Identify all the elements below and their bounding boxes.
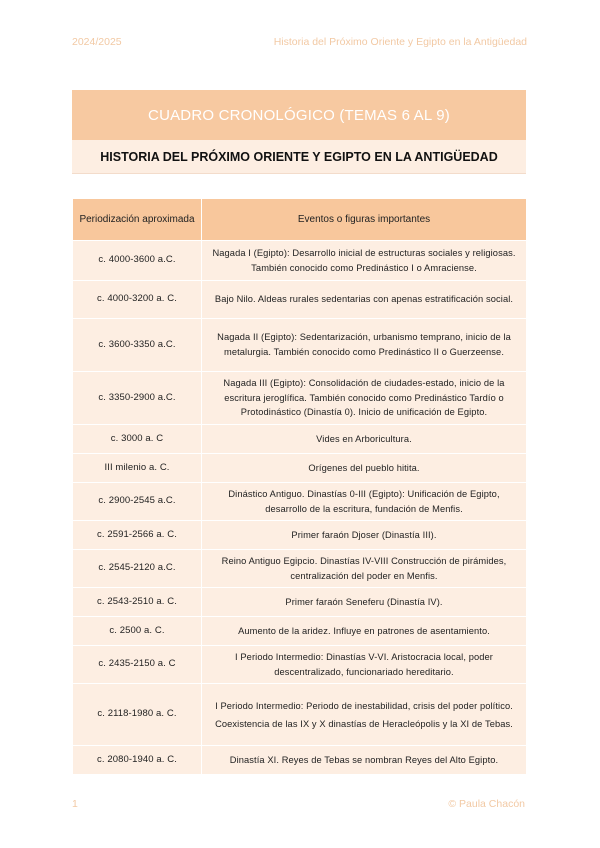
table-row [73,588,527,617]
table-row [73,319,527,372]
period-cell: c. 3350-2900 a.C. [73,372,202,425]
period-cell: c. 4000-3200 a. C. [73,281,202,319]
event-cell: Bajo Nilo. Aldeas rurales sedentarias con apenas estratificación social. [202,281,527,319]
table-row [73,646,527,684]
period-cell: c. 3000 a. C [73,425,202,454]
event-cell: Nagada II (Egipto): Sedentarización, urbanismo temprano, inicio de la metalurgia. También conocido como Predinástico II o Guerzeense. [202,319,527,372]
page-number: 1 [72,798,78,810]
header-year: 2024/2025 [72,36,122,48]
event-cell: Dinástico Antiguo. Dinastías 0-III (Egipto): Unificación de Egipto, desarrollo de la escritura, fundación de Menfis. [202,483,527,521]
period-cell: III milenio a. C. [73,454,202,483]
column-header-events: Eventos o figuras importantes [202,199,527,241]
document-subtitle: HISTORIA DEL PRÓXIMO ORIENTE Y EGIPTO EN LA ANTIGÜEDAD [72,140,526,174]
event-cell: Aumento de la aridez. Influye en patrones de asentamiento. [202,617,527,646]
period-cell: c. 2543-2510 a. C. [73,588,202,617]
event-cell: Primer faraón Djoser (Dinastía III). [202,521,527,550]
event-cell: I Periodo Intermedio: Periodo de inestabilidad, crisis del poder político. Coexistencia de las IX y X dinastías de Heracleópolis y la XI de Tebas. [202,684,527,746]
header-course: Historia del Próximo Oriente y Egipto en la Antigüedad [273,36,527,48]
period-cell: c. 2545-2120 a.C. [73,550,202,588]
table-row [73,281,527,319]
event-cell: Vides en Arboricultura. [202,425,527,454]
column-header-period: Periodización aproximada [73,199,202,241]
table-row [73,483,527,521]
copyright: © Paula Chacón [448,798,525,810]
table-row [73,746,527,775]
table-row [73,425,527,454]
table-row [73,521,527,550]
event-cell: Dinastía XI. Reyes de Tebas se nombran Reyes del Alto Egipto. [202,746,527,775]
table-row [73,684,527,746]
chronology-table [72,198,527,775]
period-cell: c. 2435-2150 a. C [73,646,202,684]
period-cell: c. 4000-3600 a.C. [73,241,202,281]
event-cell: Primer faraón Seneferu (Dinastía IV). [202,588,527,617]
event-cell: I Periodo Intermedio: Dinastías V-VI. Aristocracia local, poder descentralizado, funcionariado hereditario. [202,646,527,684]
period-cell: c. 3600-3350 a.C. [73,319,202,372]
period-cell: c. 2500 a. C. [73,617,202,646]
event-cell: Reino Antiguo Egipcio. Dinastías IV-VIII Construcción de pirámides, centralización del poder en Menfis. [202,550,527,588]
period-cell: c. 2900-2545 a.C. [73,483,202,521]
period-cell: c. 2080-1940 a. C. [73,746,202,775]
period-cell: c. 2118-1980 a. C. [73,684,202,746]
table-row [73,454,527,483]
period-cell: c. 2591-2566 a. C. [73,521,202,550]
event-cell: Nagada I (Egipto): Desarrollo inicial de estructuras sociales y religiosas. También conocido como Predinástico I o Amraciense. [202,241,527,281]
event-cell: Nagada III (Egipto): Consolidación de ciudades-estado, inicio de la escritura jeroglífica. También conocido como Predinástico Tardío o Protodinástico (Dinastía 0). Inicio de unificación de Egipto. [202,372,527,425]
table-row [73,241,527,281]
table-row [73,550,527,588]
table-header-row [73,199,527,241]
table-row [73,372,527,425]
event-cell: Orígenes del pueblo hitita. [202,454,527,483]
document-title: CUADRO CRONOLÓGICO (TEMAS 6 AL 9) [72,90,526,140]
table-row [73,617,527,646]
